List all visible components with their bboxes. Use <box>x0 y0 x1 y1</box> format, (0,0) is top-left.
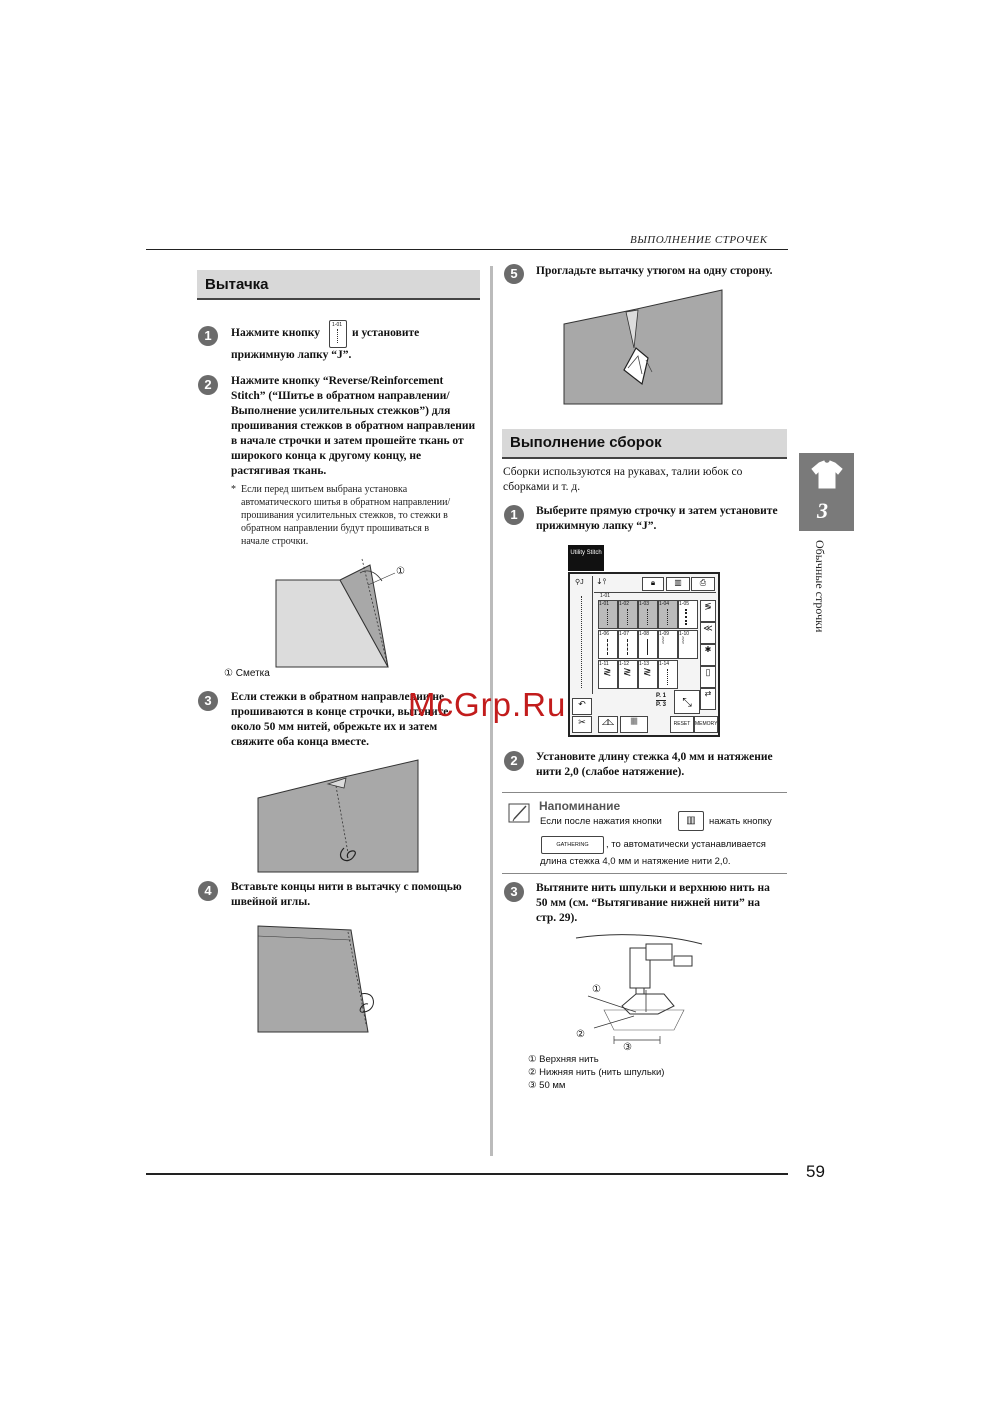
stitch-code: 1-02 <box>619 601 630 607</box>
step-text-part: прижимную лапку “J”. <box>231 349 352 361</box>
watermark: McGrp.Ru <box>408 686 567 723</box>
text-line: сборками и т. д. <box>503 481 581 493</box>
stitch-code: 1-07 <box>619 631 630 637</box>
legend-item: ② Нижняя нить (нить шпульки) <box>528 1067 665 1078</box>
note-bullet: * <box>231 484 236 495</box>
section-title-gather: Выполнение сборок <box>510 434 662 451</box>
stitch-cell[interactable] <box>618 630 638 659</box>
running-header: ВЫПОЛНЕНИЕ СТРОЧЕК <box>630 234 768 246</box>
reset-button[interactable]: RESET <box>670 716 694 733</box>
figure-callout: ② <box>576 1029 585 1040</box>
stitch-cell[interactable] <box>658 600 678 629</box>
stitch-code: 1-04 <box>659 601 670 607</box>
stitch-1-01-button-icon <box>329 320 347 348</box>
figure-callout: ③ <box>623 1042 632 1053</box>
step-number: 3 <box>504 882 524 902</box>
stitch-cell[interactable] <box>598 630 618 659</box>
figure-callout: ① <box>592 984 601 995</box>
needle-position-panel <box>572 576 593 694</box>
utility-stitch-label: Utility Stitch <box>570 550 602 556</box>
text-line: прошивания стежков в обратном направлении <box>231 420 476 432</box>
stitch-code: 1-12 <box>619 661 630 667</box>
stitch-cell[interactable] <box>658 630 678 659</box>
stitch-cell[interactable] <box>678 630 698 659</box>
stitch-cell[interactable] <box>598 600 618 629</box>
text-line: Выберите прямую строчку и затем установите <box>536 505 778 517</box>
zigzag-icon: ⦚ <box>682 636 685 647</box>
lcd-top-bar <box>594 576 716 593</box>
memo-text: Если после нажатия кнопки <box>540 816 662 827</box>
memo-title: Напоминание <box>539 799 621 813</box>
stitch-cell[interactable] <box>618 600 638 629</box>
section-title-underline <box>502 457 787 459</box>
memo-top-rule <box>502 792 787 793</box>
lcd-screen <box>568 572 720 737</box>
step-text <box>536 504 796 534</box>
twin-needle-icon[interactable]: ⫼⫼ <box>620 716 648 733</box>
section-title-dart: Вытачка <box>205 276 269 293</box>
stitch-cell[interactable] <box>598 660 618 689</box>
category-zigzag-icon[interactable]: ≶ <box>700 600 716 622</box>
stitch-line-icon <box>607 639 608 655</box>
figure-callout: ① <box>396 566 405 577</box>
step-text-part: и установите <box>352 327 420 339</box>
stitch-code: 1-05 <box>679 601 690 607</box>
text-line: начале строчки. <box>241 536 309 547</box>
category-cross-icon[interactable]: ✱ <box>700 644 716 666</box>
text-line: свяжите оба конца вместе. <box>231 736 370 748</box>
scissors-icon[interactable]: ✂ <box>572 716 592 733</box>
stitch-line-icon <box>627 639 628 655</box>
step-text <box>231 880 486 910</box>
step-text <box>536 750 796 780</box>
header-rule <box>146 249 788 250</box>
stitch-code: 1-13 <box>639 661 650 667</box>
text-line: Stitch” (“Шитье в обратном направлении/ <box>231 390 450 402</box>
stitch-code: 1-11 <box>599 661 609 667</box>
section-title-underline <box>197 298 480 300</box>
gathering-button-icon: GATHERING <box>541 836 604 854</box>
needle-mode-icon: ↓⫯ <box>596 577 607 586</box>
stitch-line-icon <box>667 669 668 685</box>
step-number: 2 <box>504 751 524 771</box>
stitch-code: 1-03 <box>639 601 650 607</box>
shirt-icon <box>810 460 844 490</box>
memo-text: , то автоматически устанавливается <box>606 839 766 850</box>
stitch-line-icon <box>627 609 628 625</box>
page-number: 59 <box>806 1162 825 1181</box>
stitch-cell[interactable] <box>638 630 658 659</box>
step-number: 1 <box>198 326 218 346</box>
step-text-part: Нажмите кнопку <box>231 327 320 339</box>
stitch-code: 1-14 <box>659 661 670 667</box>
selected-stitch-label: 1-01 <box>600 593 611 599</box>
memo-pencil-icon <box>508 801 532 825</box>
text-line: Если стежки в обратном направлении не <box>231 691 445 703</box>
stitch-line-icon <box>667 609 668 625</box>
figure-legend <box>528 1053 664 1092</box>
dart-basting-illustration <box>270 555 415 673</box>
dart-tied-thread-illustration <box>256 758 422 874</box>
mirror-icon[interactable]: ◿◺ <box>598 716 618 733</box>
zigzag-icon: ⦚ <box>662 636 665 647</box>
memo-bottom-rule <box>502 873 787 874</box>
text-line: автоматического шитья в обратном направлении/ <box>241 497 451 508</box>
legend-item: ③ 50 мм <box>528 1080 566 1091</box>
garment-icon[interactable]: ▥ <box>666 577 690 591</box>
legend-item: ① Верхняя нить <box>528 1054 599 1065</box>
zigzag-icon: ≷ <box>643 667 652 678</box>
memo-text: длина стежка 4,0 мм и натяжение нити 2,0. <box>540 856 731 867</box>
garment-button-icon: ▥ <box>678 811 704 831</box>
chapter-number: 3 <box>817 498 828 523</box>
text-line: Вставьте концы нити в вытачку с помощью <box>231 881 462 893</box>
straight-stitch-preview <box>581 596 582 688</box>
machine-icon[interactable]: ⎙ <box>691 577 715 591</box>
text-line: Если перед шитьем выбрана установка <box>241 484 408 495</box>
stitch-cell[interactable] <box>618 660 638 689</box>
dart-pressing-illustration <box>562 288 728 406</box>
stitch-code: 1-10 <box>679 631 690 637</box>
stitch-line-icon <box>337 329 338 343</box>
zigzag-icon: ≷ <box>603 667 612 678</box>
step-number: 3 <box>198 691 218 711</box>
text-line: прошивания усилительных стежков, то стежки в <box>241 510 448 521</box>
step-number: 5 <box>504 264 524 284</box>
text-line: растягивая ткань. <box>231 465 327 477</box>
text-line: широкого конца к другому концу, не <box>231 450 422 462</box>
text-line: Вытяните нить шпульки и верхнюю нить на <box>536 882 770 894</box>
page-current: P. 1 <box>656 693 666 699</box>
category-arrows-icon[interactable]: ⇄ <box>700 688 716 710</box>
page-indicator <box>656 692 666 709</box>
utility-stitch-tab <box>568 545 604 571</box>
stitch-code: 1-08 <box>639 631 650 637</box>
stitch-code: 1-06 <box>599 631 610 637</box>
stitch-line-icon <box>685 609 687 625</box>
chapter-label: Обычные строчки <box>813 540 827 633</box>
stitch-cell[interactable] <box>638 660 658 689</box>
stitch-line-icon <box>607 609 608 625</box>
text-line: прошиваются в конце строчки, вытяните <box>231 706 449 718</box>
memo-text: нажать кнопку <box>709 816 772 827</box>
step-number: 4 <box>198 881 218 901</box>
page-scroll-icon[interactable]: ⤡ <box>674 690 700 714</box>
presser-foot-j-icon: ⚲J <box>575 579 584 586</box>
stitch-code: 1-01 <box>599 601 610 607</box>
stitch-cell[interactable] <box>678 600 698 629</box>
text-line: швейной иглы. <box>231 896 311 908</box>
stitch-cell[interactable] <box>638 600 658 629</box>
text-line: Сборки используются на рукавах, талии юбок со <box>503 466 743 478</box>
figure-legend: ① Сметка <box>224 668 270 679</box>
step-number: 1 <box>504 505 524 525</box>
section-intro <box>503 465 788 495</box>
page-total: P. 3 <box>656 702 666 708</box>
step-text <box>231 374 486 479</box>
text-line: в начале строчки и затем прошейте ткань от <box>231 435 464 447</box>
footer-rule <box>146 1173 788 1175</box>
zigzag-icon: ≷ <box>623 667 632 678</box>
lock-icon[interactable]: 🔒︎ <box>642 577 664 591</box>
text-line: Нажмите кнопку “Reverse/Reinforcement <box>231 375 444 387</box>
back-arrow-icon[interactable]: ↶ <box>572 698 592 715</box>
text-line: прижимную лапку “J”. <box>536 520 657 532</box>
step-number: 2 <box>198 375 218 395</box>
text-line: Установите длину стежка 4,0 мм и натяжение <box>536 751 773 763</box>
category-buttonhole-icon[interactable]: ▯ <box>700 666 716 688</box>
stitch-line-icon <box>647 639 648 655</box>
step-text <box>536 881 796 926</box>
text-line: стр. 29). <box>536 912 578 924</box>
stitch-line-icon <box>647 609 648 625</box>
text-line: Выполнение усилительных стежков”) для <box>231 405 451 417</box>
stitch-code: 1-09 <box>659 631 670 637</box>
note-text <box>241 483 486 548</box>
memory-button[interactable]: MEMORY <box>694 716 718 733</box>
step-text: Прогладьте вытачку утюгом на одну сторону. <box>536 265 773 277</box>
stitch-cell[interactable] <box>658 660 678 689</box>
text-line: около 50 мм нитей, обрежьте их и затем <box>231 721 438 733</box>
text-line: нити 2,0 (слабое натяжение). <box>536 766 685 778</box>
category-chevron-icon[interactable]: ≪ <box>700 622 716 644</box>
text-line: 50 мм (см. “Вытягивание нижней нити” на <box>536 897 760 909</box>
text-line: обратном направлении будут прошиваться в <box>241 523 430 534</box>
dart-needle-thread-illustration <box>256 924 376 1036</box>
stitch-code: 1-01 <box>332 322 343 328</box>
